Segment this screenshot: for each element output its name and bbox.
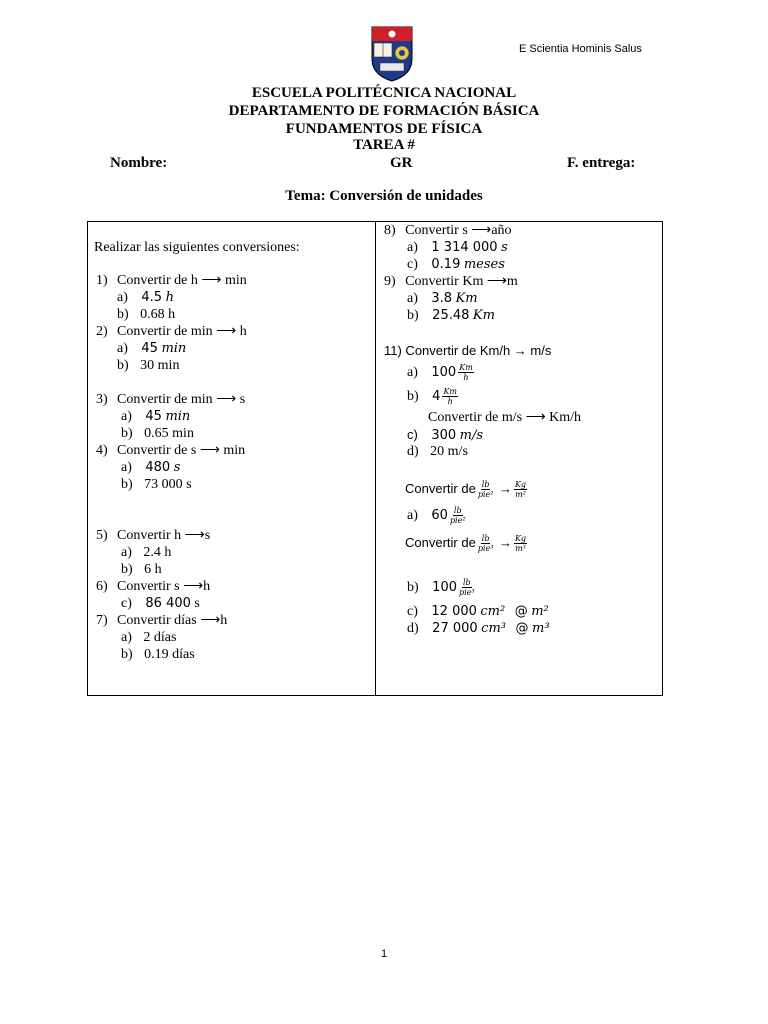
item-11c: c) 300 m/s [407, 427, 484, 443]
item-3-label: 3) [96, 392, 108, 407]
item-11d: d) 20 m/s [407, 444, 468, 459]
item-11-subtitle: Convertir de m/s ⟶ Km/h [428, 410, 582, 425]
conversion-2c: c) 12 000 cm² @ m² [407, 604, 549, 619]
institution-name: ESCUELA POLITÉCNICA NACIONAL [251, 85, 517, 101]
name-label: Nombre: [110, 155, 168, 171]
conversion-2d: d) 27 000 cm³ @ m³ [407, 621, 550, 636]
item-2-label: 2) [96, 324, 108, 339]
item-1-text: Convertir de h ⟶ min [117, 273, 247, 288]
item-2b: b) 30 min [117, 358, 180, 373]
department-name: DEPARTAMENTO DE FORMACIÓN BÁSICA [228, 103, 540, 119]
item-5b: b) 6 h [121, 562, 162, 577]
item-7a: a) 2 días [121, 630, 177, 645]
page-number: 1 [380, 948, 388, 960]
due-date-label: F. entrega: [567, 155, 636, 171]
item-8a: a) 1 314 000 s [407, 240, 508, 255]
instructions: Realizar las siguientes conversiones: [94, 240, 300, 255]
item-2-text: Convertir de min ⟶ h [117, 324, 247, 339]
conversion-1a: a) 60 $\frac{lb}{\text{pie²}}$ [407, 506, 466, 526]
item-3b: b) 0.65 min [121, 426, 194, 441]
item-4-text: Convertir de s ⟶ min [117, 443, 246, 458]
item-3-text: Convertir de min ⟶ s [117, 392, 246, 407]
column-divider [375, 221, 376, 696]
item-4a: a) 480 s [121, 460, 181, 475]
item-9: 9) Convertir Km ⟶m [384, 274, 518, 289]
item-6c: c) 86 400 s [121, 596, 200, 611]
item-7-label: 7) [96, 613, 108, 628]
item-9a: a) 3.8 Km [407, 291, 478, 306]
institution-logo [370, 25, 414, 83]
item-7-text: Convertir días ⟶h [117, 613, 228, 628]
item-3a: a) 45 min [121, 409, 191, 424]
item-1a: a) 4.5 h [117, 290, 174, 305]
item-5-label: 5) [96, 528, 108, 543]
item-1-label: 1) [96, 273, 108, 288]
item-8: 8) Convertir s ⟶año [384, 223, 512, 238]
item-4-label: 4) [96, 443, 108, 458]
item-8c: c) 0.19 meses [407, 257, 505, 272]
topic-title: Tema: Conversión de unidades [285, 188, 483, 204]
item-11b: b) 4 $\frac{Km}{h}$ [407, 387, 458, 407]
motto: E Scientia Hominis Salus [519, 43, 642, 55]
item-6-text: Convertir s ⟶h [117, 579, 211, 594]
item-2a: a) 45 min [117, 341, 187, 356]
item-9b: b) 25.48 Km [407, 308, 495, 323]
item-11a: a) 100 $\frac{Km}{h}$ [407, 363, 473, 383]
conversion-2b: b) 100 $\frac{lb}{\text{pie³}}$ [407, 578, 475, 598]
item-4b: b) 73 000 s [121, 477, 192, 492]
item-1b: b) 0.68 h [117, 307, 176, 322]
group-label: GR [390, 155, 413, 171]
item-6-label: 6) [96, 579, 108, 594]
conversion-2-title: Convertir de $\frac{lb}{\text{pie³}}$ → $\frac{Kg}{\text{m³}}$ [405, 534, 527, 554]
item-7b: b) 0.19 días [121, 647, 195, 662]
course-name: FUNDAMENTOS DE FÍSICA [285, 121, 483, 137]
item-11-title: 11) Convertir de Km/h → m/s [384, 343, 552, 358]
conversion-1-title: Convertir de $\frac{lb}{\text{pie²}}$ → $\frac{Kg}{\text{m²}}$ [405, 480, 527, 500]
assignment-title: TAREA # [353, 137, 415, 153]
item-5-text: Convertir h ⟶s [117, 528, 211, 543]
item-5a: a) 2.4 h [121, 545, 172, 560]
